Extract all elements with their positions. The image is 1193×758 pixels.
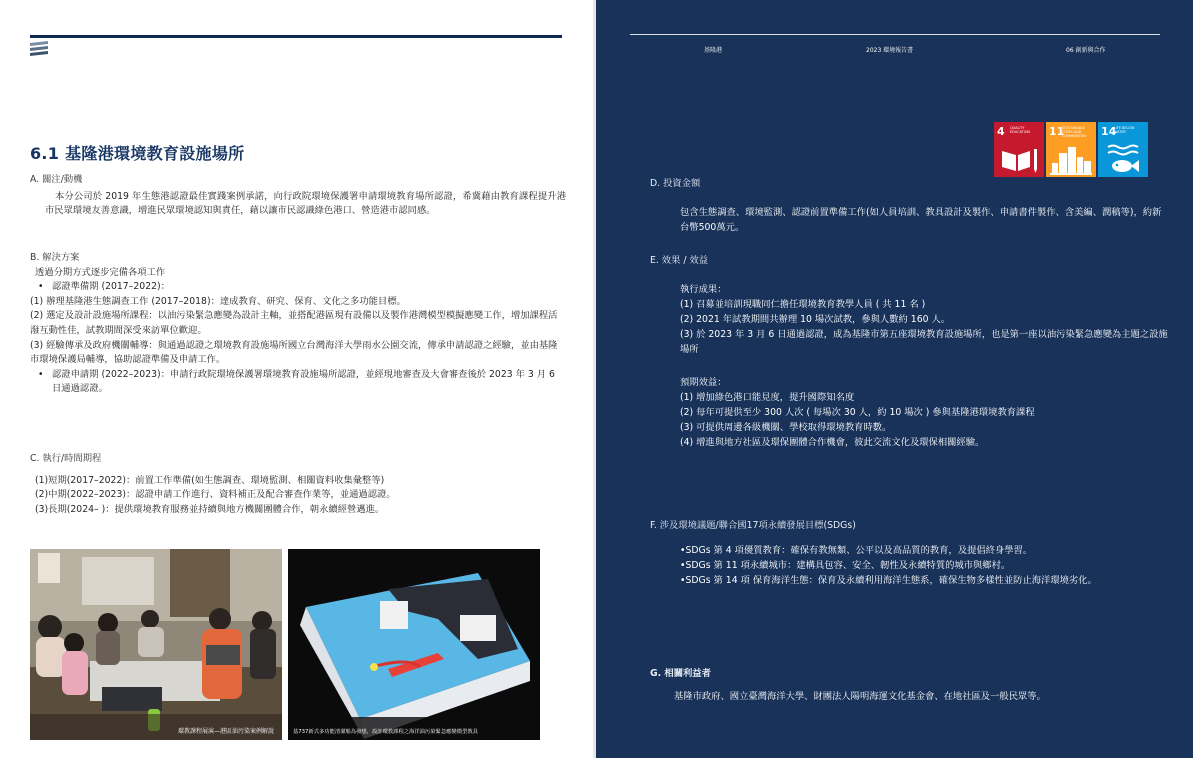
section-g-text: 基隆市政府、國立臺灣海洋大學、財團法人陽明海運文化基金會、在地社區及一般民眾等。 [674,691,1046,702]
city-buildings-icon [1046,141,1096,177]
result-item: (3) 於 2023 年 3 月 6 日通過認證，成為基隆市第五座環境教育設施場所，也是第一座以油污染緊急應變為主題之設施場所 [680,329,1168,355]
sdg-tile-4 [994,122,1044,177]
header-center: 2023 環境報告書 [866,47,914,54]
section-c [30,452,566,517]
right-page [596,0,1193,758]
sdg-tiles [994,122,1148,177]
sdg-item: •SDGs 第 4 項優質教育：確保有教無類、公平以及高品質的教育，及提倡終身學習。 [680,545,1033,556]
section-f [650,518,1168,588]
section-a-heading: A. 關注/動機 [30,174,83,185]
section-c-item-3: (3)長期(2024– )：提供環境教育服務並持續與地方機關團體合作，朝永續經營邁進。 [35,503,385,515]
result-item: (2) 2021 年試教期間共辦理 10 場次試教，參與人數約 160 人。 [680,314,951,325]
section-b [30,251,566,397]
sdg-tile-label: SUSTAINABLE CITIES AND COMMUNITIES [1062,126,1087,138]
left-page [0,0,596,758]
benefits-title: 預期效益： [680,377,727,388]
sdg-tile-number: 4 [997,125,1005,138]
section-c-heading: C. 執行/時間期程 [30,453,102,464]
model-photo-caption: 基737新式多功能清潔船為發想，設計環教課程之海洋油污染緊急應變模型教具 [293,729,478,735]
header-left: 基隆港 [704,47,723,54]
header-right: 06 創新與合作 [1066,47,1106,54]
classroom-photo-caption: 環教課程展演—港區油污染案例解說 [177,728,274,735]
section-g-heading: G. 相關利益者 [650,668,711,679]
section-a [30,173,566,219]
top-rule [30,35,562,38]
section-d-heading: D. 投資金額 [650,178,701,189]
benefit-item: (3) 可提供周邊各級機關、學校取得環境教育時數。 [680,422,892,433]
results-title: 執行成果： [680,284,727,295]
model-photo-illustration [288,549,540,740]
benefit-item: (4) 增進與地方社區及環保團體合作機會，彼此交流文化及環保相關經驗。 [680,437,985,448]
model-photo [288,549,540,740]
section-b-bullet-1: • 認證準備期 (2017–2022)： [30,280,566,295]
page-title: 6.1 基隆港環境教育設施場所 [30,144,245,163]
sdg-tile-11 [1046,122,1096,177]
section-e-heading: E. 效果 / 效益 [650,255,709,266]
section-d [650,176,1168,235]
benefit-item: (1) 增加綠色港口能見度，提升國際知名度 [680,392,855,403]
section-g [650,666,1168,704]
result-item: (1) 召募並培訓現職同仁擔任環境教育教學人員 ( 共 11 名 ) [680,299,926,310]
section-f-heading: F. 涉及環境議題/聯合國17項永續發展目標(SDGs) [650,520,856,531]
benefit-item: (2) 每年可提供至少 300 人次 ( 每場次 30 人，約 10 場次 ) 參與基隆港環境教育課程 [680,407,1035,418]
sdg-item: •SDGs 第 11 項永續城市：建構具包容、安全、韌性及永續特質的城市與鄉村。 [680,560,1011,571]
sdg-tile-14 [1098,122,1148,177]
section-b-item-3: (3) 經驗傳承及政府機關輔導：與通過認證之環境教育設施場所國立台灣海洋大學雨水公園交流，傳承申請認證之經驗，並由基隆市環境保護局輔導，協助認證準備及申請工作。 [30,339,558,366]
section-b-heading: B. 解決方案 [30,252,80,263]
book-pencil-icon [994,141,1044,177]
section-a-paragraph: 本分公司於 2019 年生態港認證最佳實踐案例承諾，向行政院環境保護署申請環境教育場所認證，希冀藉由教育課程提升港市民眾環境友善意識，增進民眾環境認知與責任，藉以讓市民認識綠色港口、營造港市認同感。 [45,190,566,217]
sdg-tile-number: 14 [1101,125,1117,138]
sdg-tile-label: LIFE BELOW WATER [1114,126,1135,134]
header-rule [630,34,1160,35]
sdg-item: •SDGs 第 14 項 保育海洋生態：保育及永續利用海洋生態系，確保生物多樣性並防止海洋環境劣化。 [680,575,1097,586]
section-b-intro: 透過分期方式逐步完備各項工作 [35,266,166,278]
section-b-item-1: (1) 辦理基隆港生態調查工作 (2017–2018)：達成教育、研究、保育、文化之多功能目標。 [30,295,406,307]
sdg-tile-label: QUALITY EDUCATION [1010,126,1030,134]
wave-logo-icon [30,41,48,57]
classroom-photo-illustration [30,549,282,740]
section-e [650,253,1168,450]
sdg-tile-number: 11 [1049,125,1065,138]
section-d-text: 包含生態調查、環境監測、認證前置準備工作(如人員培訓、教具設計及製作、申請書件製作、含美編、潤稿等)，約新台幣500萬元。 [680,207,1162,233]
section-b-item-2: (2) 選定及設計設施場所課程：以油污染緊急應變為設計主軸，並搭配港區現有設備以及製作港灣模型模擬應變工作，增加課程活潑互動性佳，試教期間深受來訪單位歡迎。 [30,310,558,336]
section-b-bullet-2: • 認證申請期 (2022–2023)：申請行政院環境保護署環境教育設施場所認證，並經現地審查及大會審查後於 2023 年 3 月 6 日通過認證。 [30,368,566,397]
section-c-item-1: (1)短期(2017–2022)：前置工作準備(如生態調查、環境監測、相關資料收集彙整等) [35,474,385,486]
fish-waves-icon [1098,141,1148,177]
section-c-item-2: (2)中期(2022–2023)：認證申請工作進行、資料補正及配合審查作業等，並通過認證。 [35,489,396,501]
classroom-photo [30,549,282,740]
